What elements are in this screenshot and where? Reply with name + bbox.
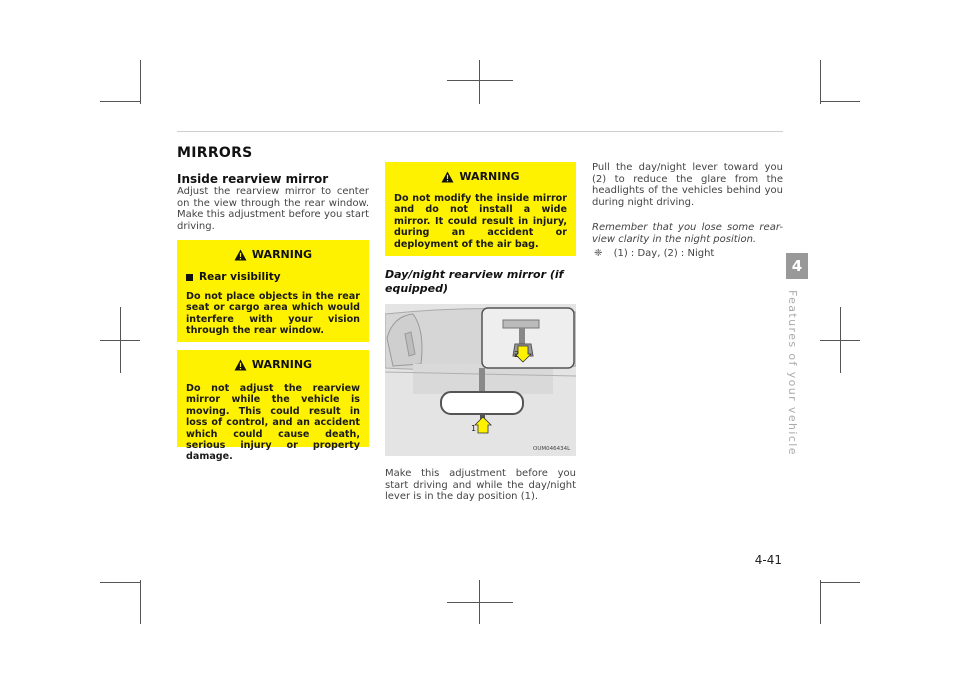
legend-text: (1) : Day, (2) : Night [613,248,715,259]
legend-line [594,248,783,260]
header-rule [177,131,783,132]
crop-mark [820,101,860,102]
warning-body: Do not place objects in the rear seat or cargo area which would interfere with your vision through the rear window. [186,291,360,337]
crop-mark [120,307,121,373]
chapter-side-label: Features of your vehicle [786,290,799,456]
night-note: Remember that you lose some rear-view clarity in the night position. [592,222,783,245]
warning-triangle-icon [441,171,454,183]
night-lever-text: Pull the day/night lever toward you (2) to reduce the glare from the headlights of the vehicles behind you during night driving. [592,162,783,208]
legend-symbol: ❈ [594,248,603,259]
warning-title: WARNING [459,170,520,183]
crop-mark [447,80,513,81]
figure-code: OUM046434L [533,446,571,452]
figure-label-1: 1 [471,424,477,433]
warning-subtitle: Rear visibility [199,271,281,283]
section-title: MIRRORS [177,145,253,161]
mirror-illustration [385,304,576,456]
crop-mark [140,580,141,624]
warning-box-adjust-mirror [177,350,369,463]
crop-mark [820,60,821,104]
inside-mirror-intro: Adjust the rearview mirror to center on the view through the rear window. Make this adjustment before you start driving. [177,186,369,232]
chapter-tab: 4 [786,253,808,279]
figure-label-2: 2 [514,350,520,359]
warning-body: Do not adjust the rearview mirror while the vehicle is moving. This could result in loss of control, and an accident which could cause death, serious injury or property damage. [186,383,360,463]
warning-triangle-icon [234,359,247,371]
crop-mark [447,602,513,603]
warning-title: WARNING [251,248,313,261]
day-position-text: Make this adjustment before you start driving and while the day/night lever is in the day position (1). [385,468,576,503]
warning-box-modify-mirror [385,162,576,256]
crop-mark [479,60,480,104]
crop-mark [820,582,860,583]
warning-body: Do not modify the inside mirror and do not install a wide mirror. It could result in injury, during an accident or deployment of the air bag. [394,193,567,250]
crop-mark [140,60,141,104]
day-night-heading: Day/night rearview mirror (if equipped) [385,268,564,295]
mirror-drawing [385,304,576,456]
crop-mark [840,307,841,373]
warning-triangle-icon [234,249,247,261]
warning-box-rear-visibility [177,240,369,342]
crop-mark [820,580,821,624]
page-number: 4-41 [754,553,782,567]
warning-title: WARNING [251,358,313,371]
bullet-square-icon [186,274,193,281]
inside-mirror-heading: Inside rearview mirror [177,172,329,186]
crop-mark [100,582,140,583]
crop-mark [100,101,140,102]
